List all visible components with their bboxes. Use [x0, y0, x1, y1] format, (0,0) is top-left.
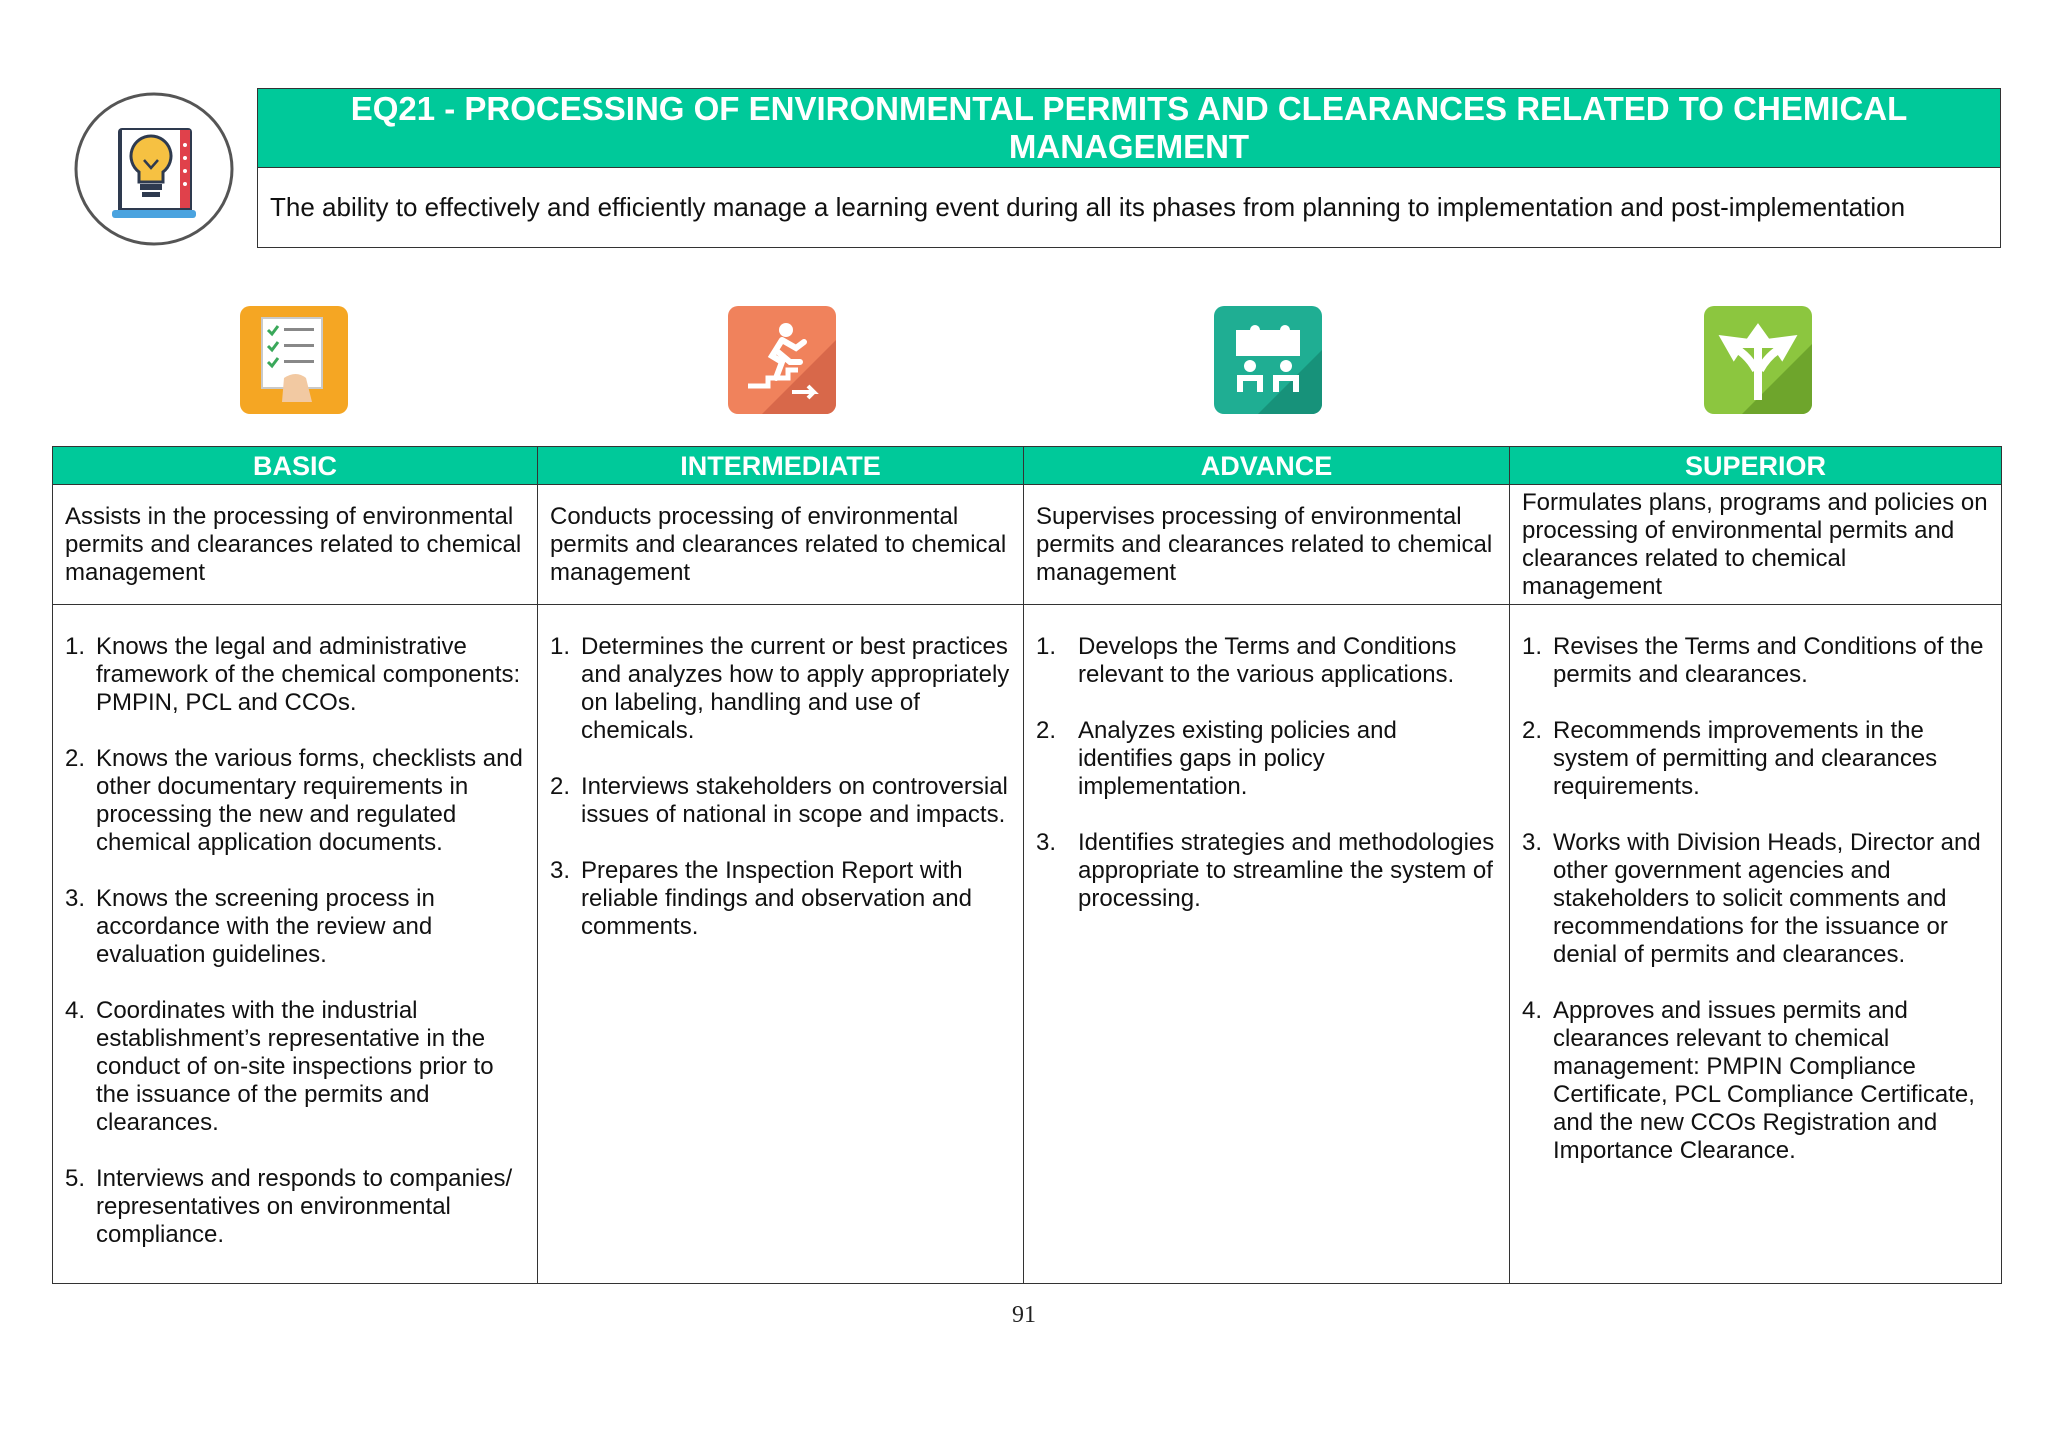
summary-basic: Assists in the processing of environmental permits and clearances related to chemical management — [53, 485, 538, 605]
item-number: 2. — [1036, 717, 1057, 744]
level-header-advance: ADVANCE — [1024, 447, 1510, 485]
item-number: 3. — [65, 885, 86, 912]
list-item — [1036, 717, 1497, 801]
item-number: 1. — [550, 633, 571, 660]
list-item — [1522, 717, 1989, 801]
list-item — [65, 745, 525, 857]
levels-summary-row — [53, 485, 2002, 605]
item-text: Revises the Terms and Conditions of the permits and clearances. — [1553, 633, 1984, 688]
behavior-list-basic — [65, 633, 525, 1249]
levels-indicators-row — [53, 605, 2002, 1284]
lightbulb-book-icon — [72, 90, 236, 248]
branching-arrows-icon — [1698, 300, 1818, 420]
proficiency-levels-table — [52, 446, 2002, 1284]
list-item — [65, 633, 525, 717]
list-item — [1036, 633, 1497, 689]
level-header-superior: SUPERIOR — [1510, 447, 2002, 485]
summary-superior: Formulates plans, programs and policies on processing of environmental permits and clearances related to chemical management — [1510, 485, 2002, 605]
level-header-intermediate: INTERMEDIATE — [538, 447, 1024, 485]
item-number: 4. — [65, 997, 86, 1024]
list-item — [550, 857, 1011, 941]
item-text: Works with Division Heads, Director and other government agencies and stakeholders to solicit comments and recommendations for the issuance or denial of permits and clearances. — [1553, 829, 1981, 968]
item-number: 5. — [65, 1165, 86, 1192]
list-item — [1522, 997, 1989, 1165]
item-text: Knows the legal and administrative framework of the chemical components: PMPIN, PCL and CCOs. — [96, 633, 521, 716]
summary-intermediate: Conducts processing of environmental permits and clearances related to chemical management — [538, 485, 1024, 605]
item-number: 1. — [1036, 633, 1057, 660]
list-item — [65, 997, 525, 1137]
indicators-superior — [1510, 605, 2002, 1284]
list-item — [550, 773, 1011, 829]
running-stairs-icon — [722, 300, 842, 420]
item-text: Determines the current or best practices and analyzes how to apply appropriately on labeling, handling and use of chemicals. — [581, 633, 1010, 744]
item-text: Interviews stakeholders on controversial issues of national in scope and impacts. — [581, 773, 1008, 828]
item-number: 2. — [65, 745, 86, 772]
item-text: Interviews and responds to companies/ representatives on environmental compliance. — [96, 1165, 513, 1248]
list-item — [65, 1165, 525, 1249]
item-number: 2. — [550, 773, 571, 800]
list-item — [1522, 829, 1989, 969]
indicators-basic — [53, 605, 538, 1284]
item-text: Prepares the Inspection Report with reliable findings and observation and comments. — [581, 857, 972, 940]
item-text: Knows the various forms, checklists and other documentary requirements in processing the new and regulated chemical application documents. — [96, 745, 523, 856]
item-text: Approves and issues permits and clearances relevant to chemical management: PMPIN Compliance Certificate, PCL Compliance Certificate, and the new CCOs Registration and Importance Clearance. — [1553, 997, 1975, 1164]
list-item — [1036, 829, 1497, 913]
indicators-intermediate — [538, 605, 1024, 1284]
behavior-list-intermediate — [550, 633, 1011, 941]
behavior-list-superior — [1522, 633, 1989, 1165]
item-number: 1. — [1522, 633, 1543, 660]
list-item — [65, 885, 525, 969]
puzzle-people-icon — [1208, 300, 1328, 420]
item-text: Knows the screening process in accordance with the review and evaluation guidelines. — [96, 885, 435, 968]
item-number: 3. — [1522, 829, 1543, 856]
levels-header-row — [53, 447, 2002, 485]
competency-description: The ability to effectively and efficiently manage a learning event during all its phases from planning to implementation and post-implementation — [270, 192, 1906, 222]
item-number: 4. — [1522, 997, 1543, 1024]
behavior-list-advance — [1036, 633, 1497, 913]
item-text: Develops the Terms and Conditions relevant to the various applications. — [1078, 633, 1457, 688]
list-item — [1522, 633, 1989, 689]
item-text: Analyzes existing policies and identifies gaps in policy implementation. — [1078, 717, 1397, 800]
item-text: Identifies strategies and methodologies appropriate to streamline the system of processing. — [1078, 829, 1495, 912]
summary-advance: Supervises processing of environmental permits and clearances related to chemical management — [1024, 485, 1510, 605]
checklist-clipboard-icon — [234, 300, 354, 420]
item-number: 1. — [65, 633, 86, 660]
level-header-basic: BASIC — [53, 447, 538, 485]
competency-title: EQ21 - PROCESSING OF ENVIRONMENTAL PERMITS AND CLEARANCES RELATED TO CHEMICAL MANAGEMENT — [258, 89, 2000, 168]
item-text: Recommends improvements in the system of permitting and clearances requirements. — [1553, 717, 1938, 800]
item-number: 3. — [550, 857, 571, 884]
item-number: 3. — [1036, 829, 1057, 856]
item-number: 2. — [1522, 717, 1543, 744]
competency-header — [257, 88, 2001, 248]
page-number: 91 — [1012, 1302, 1036, 1328]
item-text: Coordinates with the industrial establishment’s representative in the conduct of on-site inspections prior to the issuance of the permits and clearances. — [96, 997, 494, 1136]
list-item — [550, 633, 1011, 745]
indicators-advance — [1024, 605, 1510, 1284]
